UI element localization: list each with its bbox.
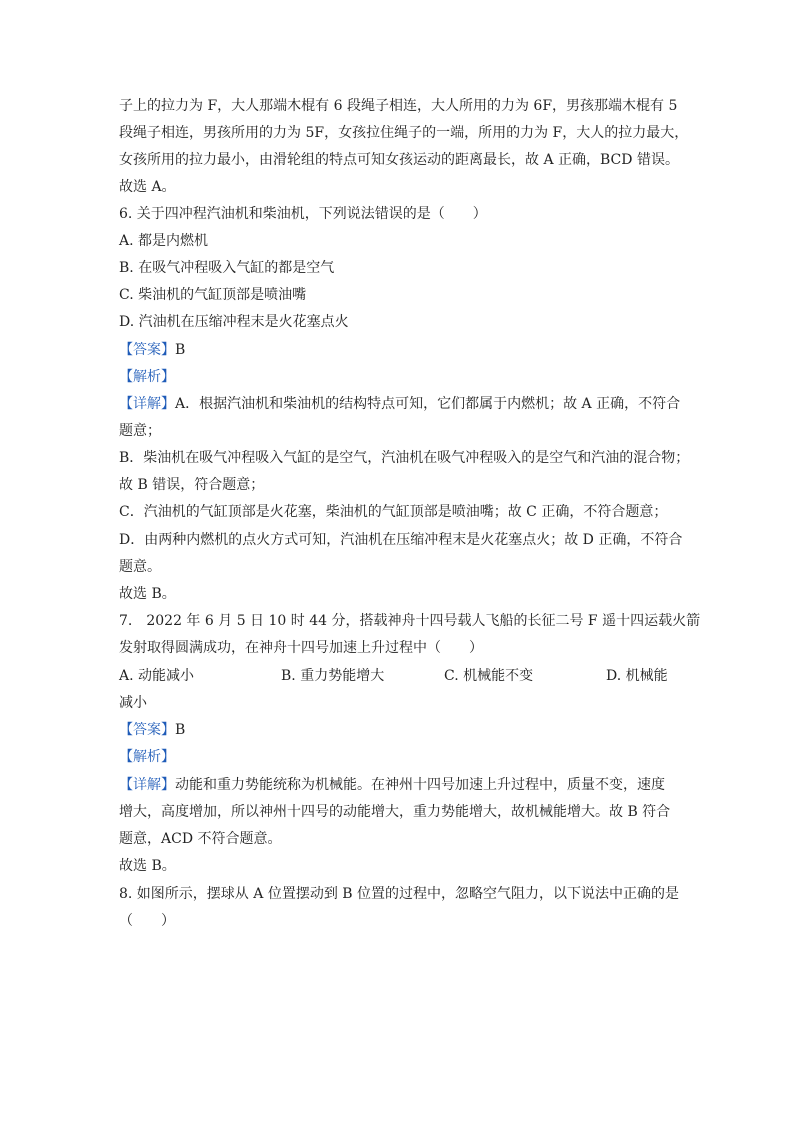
question-7-conclusion: 故选 B。 <box>119 858 176 874</box>
detail-tag: 【详解】 <box>119 777 175 793</box>
question-7-stem: 7. 2022 年 6 月 5 日 10 时 44 分，搭载神舟十四号载人飞船的长征二号 F 遥十四运载火箭 <box>119 613 701 629</box>
question-6-detail-line <box>119 394 679 414</box>
question-7-options <box>119 666 679 686</box>
question-6-detail-line: 题意； <box>119 423 161 439</box>
question-6-option-d: D. 汽油机在压缩冲程末是火花塞点火 <box>119 314 349 330</box>
question-7-stem: 发射取得圆满成功，在神舟十四号加速上升过程中（ ） <box>119 640 483 656</box>
question-7-analysis-tag <box>119 747 679 767</box>
answer-value: B <box>175 342 186 358</box>
analysis-tag: 【解析】 <box>119 749 175 765</box>
text-line: 段绳子相连，男孩所用的力为 5F，女孩拉住绳子的一端，所用的力为 F，大人的拉力最大， <box>119 125 689 141</box>
question-7-detail-line: 增大，高度增加，所以神州十四号的动能增大，重力势能增大，故机械能增大。故 B 符合 <box>119 804 671 820</box>
text-line: 子上的拉力为 F，大人那端木棍有 6 段绳子相连，大人所用的力为 6F，男孩那端木棍有 5 <box>119 98 678 114</box>
text-line: 女孩所用的拉力最小，由滑轮组的特点可知女孩运动的距离最长，故 A 正确，BCD 错误。 <box>119 152 679 168</box>
answer-tag: 【答案】 <box>119 722 175 738</box>
question-6-detail-line: D．由两种内燃机的点火方式可知，汽油机在压缩冲程末是火花塞点火；故 D 正确，不符合 <box>119 532 683 548</box>
detail-text: A．根据汽油机和柴油机的结构特点可知，它们都属于内燃机；故 A 正确，不符合 <box>175 396 681 412</box>
question-7-detail-line <box>119 775 679 795</box>
question-6-analysis-tag <box>119 367 679 387</box>
detail-text: 动能和重力势能统称为机械能。在神州十四号加速上升过程中，质量不变，速度 <box>175 777 665 793</box>
question-6-option-b: B. 在吸气冲程吸入气缸的都是空气 <box>119 260 335 276</box>
question-7-answer <box>119 720 679 740</box>
question-7-option-b: B. 重力势能增大 <box>281 668 385 684</box>
answer-tag: 【答案】 <box>119 342 175 358</box>
question-6-detail-line: C．汽油机的气缸顶部是火花塞，柴油机的气缸顶部是喷油嘴；故 C 正确，不符合题意； <box>119 504 668 520</box>
question-6-stem: 6. 关于四冲程汽油机和柴油机，下列说法错误的是（ ） <box>119 206 487 222</box>
question-7-option-a: A. 动能减小 <box>119 668 195 684</box>
question-6-detail-line: 故 B 错误，符合题意； <box>119 477 265 493</box>
conclusion-line: 故选 A。 <box>119 179 176 195</box>
question-7-option-c: C. 机械能不变 <box>444 668 534 684</box>
answer-value: B <box>175 722 186 738</box>
question-8-stem: （ ） <box>119 913 175 929</box>
question-6-conclusion: 故选 B。 <box>119 586 176 602</box>
detail-tag: 【详解】 <box>119 396 175 412</box>
question-6-option-c: C. 柴油机的气缸顶部是喷油嘴 <box>119 287 307 303</box>
question-6-detail-line: B．柴油机在吸气冲程吸入气缸的是空气，汽油机在吸气冲程吸入的是空气和汽油的混合物； <box>119 450 690 466</box>
question-8-stem: 8. 如图所示，摆球从 A 位置摆动到 B 位置的过程中，忽略空气阻力，以下说法中正确的是 <box>119 886 680 902</box>
question-6-detail-line: 题意。 <box>119 559 161 575</box>
question-7-option-d: D. 机械能 <box>606 668 668 684</box>
question-6-answer <box>119 340 679 360</box>
analysis-tag: 【解析】 <box>119 369 175 385</box>
question-6-option-a: A. 都是内燃机 <box>119 233 209 249</box>
question-7-detail-line: 题意，ACD 不符合题意。 <box>119 831 282 847</box>
question-7-option-d-wrap: 减小 <box>119 695 147 711</box>
